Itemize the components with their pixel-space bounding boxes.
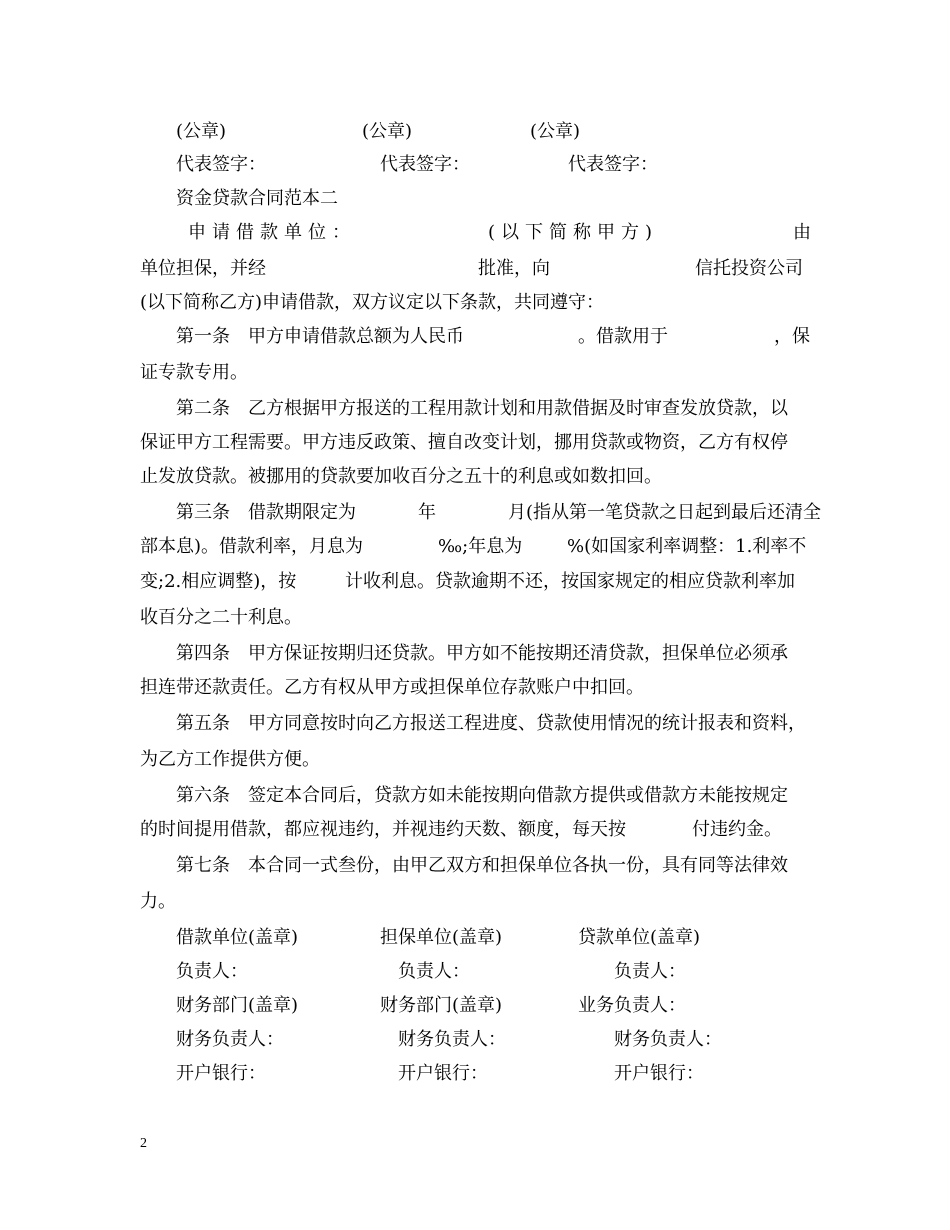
intro-abbrev-b: (以下简称乙方)申请借款，双方议定以下条款，共同遵守： [140,292,605,313]
sign-cell: 负责人： [398,961,470,982]
sign-cell: 开户银行： [176,1063,266,1084]
article-3-interest: 计收利息。贷款逾期不还，按国家规定的相应贷款利率加 [345,571,795,592]
sign-cell: 担保单位(盖章) [380,927,503,948]
sign-cell: 财务部门(盖章) [380,995,503,1016]
stamp-2: (公章) [362,121,413,142]
article-4-line-1: 第四条 甲方保证按期归还贷款。甲方如不能按期还清贷款，担保单位必须承 [176,643,788,664]
article-2-line-3: 止发放贷款。被挪用的贷款要加收百分之五十的利息或如数扣回。 [140,466,662,487]
article-3-term: 第三条 借款期限定为 [176,502,356,523]
sign-cell: 财务负责人： [176,1029,284,1050]
article-3-adjust: 变;2.相应调整)，按 [140,571,297,592]
intro-guarantee: 单位担保，并经 [140,258,266,279]
sign-cell: 业务负责人： [578,995,686,1016]
intro-abbrev-a: (以下简称甲方) [488,222,659,243]
sign-cell: 负责人： [614,961,686,982]
sign-3: 代表签字： [568,154,658,175]
sign-cell: 开户银行： [614,1063,704,1084]
sign-2: 代表签字： [380,154,470,175]
stamp-1: (公章) [176,121,227,142]
article-1-amount: 第一条 甲方申请借款总额为人民币 [176,326,464,347]
sign-cell: 负责人： [176,961,248,982]
sign-cell: 借款单位(盖章) [176,927,299,948]
article-3-line-4: 收百分之二十利息。 [140,607,302,628]
page-number: 2 [140,1136,147,1151]
article-5-line-1: 第五条 甲方同意按时向乙方报送工程进度、贷款使用情况的统计报表和资料， [176,713,806,734]
article-7-line-2: 力。 [140,891,176,912]
article-6-line-1: 第六条 签定本合同后，贷款方如未能按期向借款方提供或借款方未能按规定 [176,785,788,806]
article-3-month: 月(指从第一笔贷款之日起到最后还清全 [508,502,822,523]
intro-approved: 批准，向 [478,258,550,279]
article-7-line-1: 第七条 本合同一式叁份，由甲乙双方和担保单位各执一份，具有同等法律效 [176,855,788,876]
sign-cell: 财务负责人： [398,1029,506,1050]
sign-cell: 财务负责人： [614,1029,722,1050]
article-5-line-2: 为乙方工作提供方便。 [140,749,320,770]
article-1-line-2: 证专款专用。 [140,362,248,383]
article-2-line-2: 保证甲方工程需要。甲方违反政策、擅自改变计划，挪用贷款或物资，乙方有权停 [140,432,788,453]
intro-by: 由 [793,222,811,243]
article-3-year: 年 [418,502,436,523]
article-4-line-2: 担连带还款责任。乙方有权从甲方或担保单位存款账户中扣回。 [140,677,644,698]
article-6-penalty: 付违约金。 [692,819,782,840]
sign-cell: 财务部门(盖章) [176,995,299,1016]
contract-heading: 资金贷款合同范本二 [176,188,338,209]
sign-cell: 贷款单位(盖章) [578,927,701,948]
article-1-guarantee: ，保 [774,326,810,347]
article-3-rate-adjust: %(如国家利率调整：1.利率不 [567,536,807,557]
intro-trust-company: 信托投资公司 [695,258,803,279]
article-3-annual-rate: ‰;年息为 [438,536,523,557]
article-6-line-2: 的时间提用借款，都应视违约，并视违约天数、额度，每天按 [140,819,626,840]
article-1-purpose: 。借款用于 [578,326,668,347]
sign-cell: 开户银行： [398,1063,488,1084]
article-3-monthly-rate: 部本息)。借款利率，月息为 [140,536,364,557]
stamp-3: (公章) [530,121,581,142]
article-2-line-1: 第二条 乙方根据甲方报送的工程用款计划和用款借据及时审查发放贷款，以 [176,398,788,419]
sign-1: 代表签字： [176,154,266,175]
intro-applicant: 申请借款单位： [188,222,356,243]
